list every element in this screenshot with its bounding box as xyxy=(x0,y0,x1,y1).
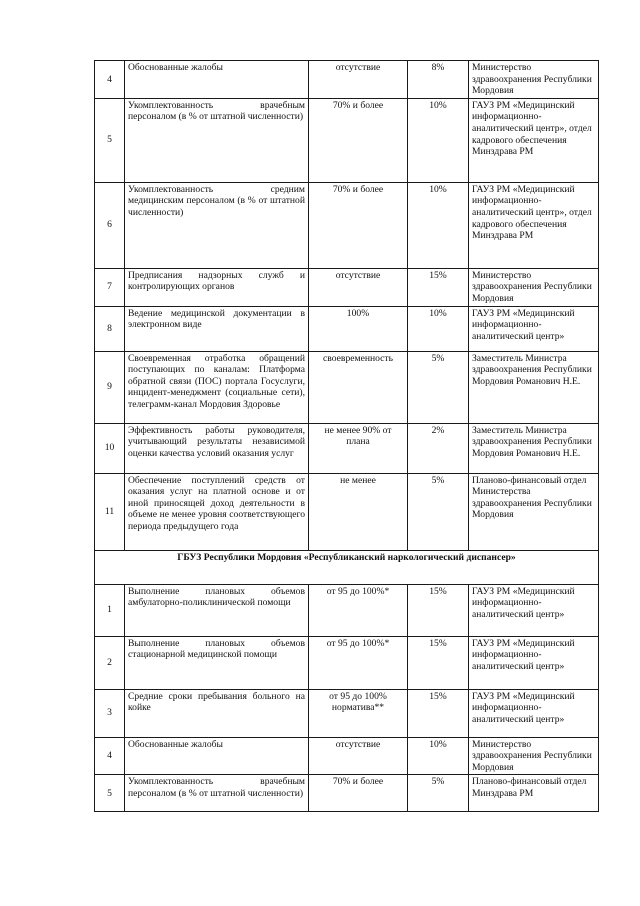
indicator-cell: Обоснованные жалобы xyxy=(125,737,309,775)
row-number: 5 xyxy=(95,98,125,182)
weight-cell: 15% xyxy=(408,268,469,306)
row-number: 3 xyxy=(95,689,125,737)
criterion-cell: от 95 до 100% норматива** xyxy=(309,689,408,737)
indicator-cell: Своевременная отработка обращений поступающих по каналам: Платформа обратной связи (ПОС) портала Госуслуги, инцидент-менеджмент (социальные сети), телеграмм-канал Мордовия Здоровье xyxy=(125,351,309,423)
weight-cell: 5% xyxy=(408,351,469,423)
criterion-cell: отсутствие xyxy=(309,268,408,306)
section-header-row xyxy=(95,550,599,584)
table-row xyxy=(95,775,599,812)
table-row xyxy=(95,689,599,737)
document-table xyxy=(94,60,599,812)
responsible-cell: Министерство здравоохранения Республики Мордовия xyxy=(469,268,599,306)
row-number: 7 xyxy=(95,268,125,306)
table-row xyxy=(95,61,599,99)
criterion-cell: своевременность xyxy=(309,351,408,423)
table-row xyxy=(95,306,599,351)
criterion-cell: 100% xyxy=(309,306,408,351)
row-number: 10 xyxy=(95,423,125,473)
indicator-cell: Обоснованные жалобы xyxy=(125,61,309,99)
criterion-cell: 70% и более xyxy=(309,775,408,812)
responsible-cell: ГАУЗ РМ «Медицинский информационно-аналитический центр», отдел кадрового обеспечения Минздрава РМ xyxy=(469,98,599,182)
weight-cell: 15% xyxy=(408,689,469,737)
weight-cell: 5% xyxy=(408,775,469,812)
responsible-cell: Министерство здравоохранения Республики Мордовия xyxy=(469,61,599,99)
indicator-cell: Выполнение плановых объемов стационарной медицинской помощи xyxy=(125,636,309,689)
weight-cell: 15% xyxy=(408,584,469,636)
indicator-cell: Выполнение плановых объемов амбулаторно-поликлинической помощи xyxy=(125,584,309,636)
weight-cell: 8% xyxy=(408,61,469,99)
table-row xyxy=(95,182,599,268)
row-number: 8 xyxy=(95,306,125,351)
responsible-cell: Планово-финансовый отдел Минздрава РМ xyxy=(469,775,599,812)
table-row xyxy=(95,268,599,306)
criterion-cell: 70% и более xyxy=(309,98,408,182)
row-number: 5 xyxy=(95,775,125,812)
indicator-cell: Ведение медицинской документации в электронном виде xyxy=(125,306,309,351)
weight-cell: 15% xyxy=(408,636,469,689)
row-number: 6 xyxy=(95,182,125,268)
weight-cell: 2% xyxy=(408,423,469,473)
responsible-cell: Заместитель Министра здравоохранения Республики Мордовия Романович Н.Е. xyxy=(469,351,599,423)
weight-cell: 10% xyxy=(408,98,469,182)
responsible-cell: ГАУЗ РМ «Медицинский информационно-аналитический центр», отдел кадрового обеспечения Минздрава РМ xyxy=(469,182,599,268)
responsible-cell: ГАУЗ РМ «Медицинский информационно-аналитический центр» xyxy=(469,584,599,636)
table-body xyxy=(95,61,599,812)
indicator-cell: Эффективность работы руководителя, учитывающий результаты независимой оценки качества условий оказания услуг xyxy=(125,423,309,473)
row-number: 4 xyxy=(95,737,125,775)
row-number: 2 xyxy=(95,636,125,689)
weight-cell: 10% xyxy=(408,306,469,351)
indicator-cell: Обеспечение поступлений средств от оказания услуг на платной основе и от иной приносящей доход деятельности в объеме не менее уровня соответствующего периода предыдущего года xyxy=(125,473,309,550)
responsible-cell: ГАУЗ РМ «Медицинский информационно-аналитический центр» xyxy=(469,689,599,737)
responsible-cell: Министерство здравоохранения Республики Мордовия xyxy=(469,737,599,775)
responsible-cell: Заместитель Министра здравоохранения Республики Мордовия Романович Н.Е. xyxy=(469,423,599,473)
responsible-cell: ГАУЗ РМ «Медицинский информационно-аналитический центр» xyxy=(469,636,599,689)
criterion-cell: отсутствие xyxy=(309,737,408,775)
row-number: 4 xyxy=(95,61,125,99)
row-number: 9 xyxy=(95,351,125,423)
indicator-cell: Предписания надзорных служб и контролирующих органов xyxy=(125,268,309,306)
indicator-cell: Укомплектованность врачебным персоналом (в % от штатной численности) xyxy=(125,98,309,182)
weight-cell: 10% xyxy=(408,182,469,268)
row-number: 1 xyxy=(95,584,125,636)
criterion-cell: отсутствие xyxy=(309,61,408,99)
responsible-cell: Планово-финансовый отдел Министерства здравоохранения Республики Мордовия xyxy=(469,473,599,550)
table-row xyxy=(95,351,599,423)
criterion-cell: 70% и более xyxy=(309,182,408,268)
indicator-cell: Укомплектованность средним медицинским персоналом (в % от штатной численности) xyxy=(125,182,309,268)
table-row xyxy=(95,636,599,689)
table-row xyxy=(95,737,599,775)
criterion-cell: от 95 до 100%* xyxy=(309,636,408,689)
section-title: ГБУЗ Республики Мордовия «Республиканский наркологический диспансер» xyxy=(95,550,599,584)
table-row xyxy=(95,473,599,550)
weight-cell: 5% xyxy=(408,473,469,550)
table-row xyxy=(95,423,599,473)
row-number: 11 xyxy=(95,473,125,550)
responsible-cell: ГАУЗ РМ «Медицинский информационно-аналитический центр» xyxy=(469,306,599,351)
table-row xyxy=(95,584,599,636)
criterion-cell: не менее xyxy=(309,473,408,550)
indicator-cell: Средние сроки пребывания больного на койке xyxy=(125,689,309,737)
indicator-cell: Укомплектованность врачебным персоналом (в % от штатной численности) xyxy=(125,775,309,812)
weight-cell: 10% xyxy=(408,737,469,775)
criterion-cell: от 95 до 100%* xyxy=(309,584,408,636)
criterion-cell: не менее 90% от плана xyxy=(309,423,408,473)
table-row xyxy=(95,98,599,182)
